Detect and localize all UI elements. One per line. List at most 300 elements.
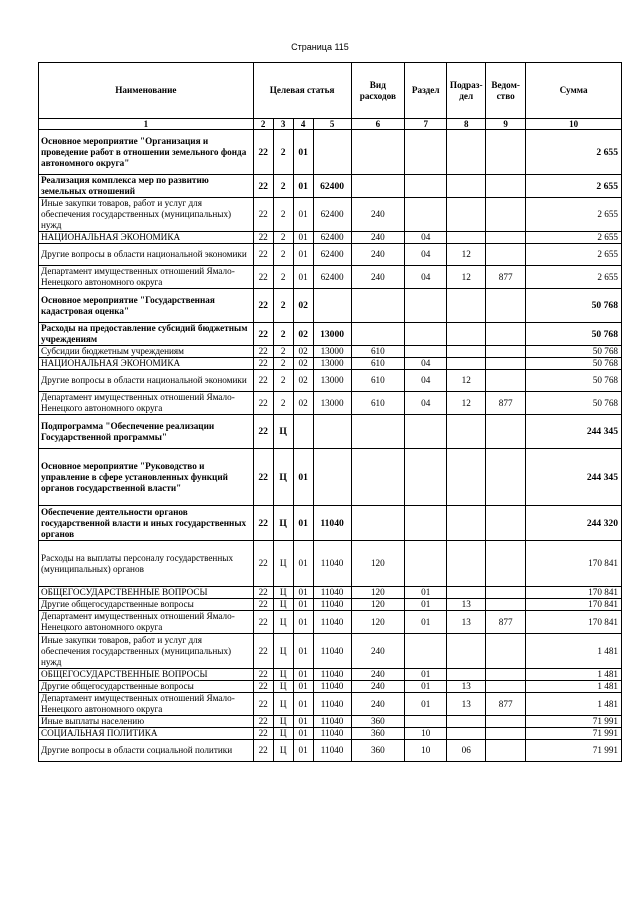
summa-cell: 244 345 [526,415,622,449]
column-number: 7 [405,119,447,130]
code-subprogram: Ц [273,449,293,506]
razdel-cell: 04 [405,392,447,415]
code-direction: 11040 [313,611,351,634]
razdel-cell [405,323,447,346]
row-name: Расходы на выплаты персоналу государственных (муниципальных) органов [39,541,254,587]
code-direction: 11040 [313,669,351,681]
summa-cell: 1 481 [526,669,622,681]
code-direction: 13000 [313,358,351,370]
vedomstvo-cell [486,506,526,541]
razdel-cell: 04 [405,358,447,370]
table-row [39,669,622,681]
table-row [39,634,622,669]
code-direction: 11040 [313,587,351,599]
code-subprogram: Ц [273,506,293,541]
vedomstvo-cell [486,716,526,728]
vid-cell: 240 [351,669,405,681]
vid-cell: 610 [351,346,405,358]
code-program: 22 [253,289,273,323]
vid-cell: 240 [351,634,405,669]
summa-cell: 1 481 [526,681,622,693]
podrazdel-cell [447,415,486,449]
razdel-cell [405,634,447,669]
code-program: 22 [253,392,273,415]
code-program: 22 [253,728,273,740]
code-activity: 01 [293,506,313,541]
code-direction: 62400 [313,175,351,198]
podrazdel-cell: 13 [447,681,486,693]
razdel-cell: 01 [405,669,447,681]
podrazdel-cell [447,587,486,599]
vid-cell: 610 [351,358,405,370]
code-activity: 01 [293,611,313,634]
code-program: 22 [253,587,273,599]
code-program: 22 [253,541,273,587]
code-program: 22 [253,323,273,346]
code-direction: 11040 [313,728,351,740]
vedomstvo-cell [486,346,526,358]
table-row [39,541,622,587]
table-row [39,415,622,449]
code-direction: 11040 [313,681,351,693]
razdel-cell [405,541,447,587]
code-activity: 02 [293,323,313,346]
summa-cell: 71 991 [526,740,622,762]
code-program: 22 [253,506,273,541]
row-name: Основное мероприятие "Организация и проведение работ в отношении земельного фонда автономного округа" [39,130,254,175]
code-activity [293,415,313,449]
table-row [39,130,622,175]
razdel-cell: 01 [405,681,447,693]
summa-cell: 2 655 [526,130,622,175]
vedomstvo-cell [486,130,526,175]
row-name: Иные закупки товаров, работ и услуг для обеспечения государственных (муниципальных) нужд [39,634,254,669]
row-name: Иные выплаты населению [39,716,254,728]
code-subprogram: 2 [273,175,293,198]
code-activity: 02 [293,346,313,358]
row-name: ОБЩЕГОСУДАРСТВЕННЫЕ ВОПРОСЫ [39,669,254,681]
vid-cell: 360 [351,728,405,740]
row-name: Субсидии бюджетным учреждениям [39,346,254,358]
podrazdel-cell [447,669,486,681]
code-activity: 01 [293,232,313,244]
code-program: 22 [253,130,273,175]
table-row [39,175,622,198]
podrazdel-cell [447,358,486,370]
code-program: 22 [253,370,273,392]
razdel-cell: 04 [405,244,447,266]
header-vid: Вид расходов [351,63,405,119]
code-direction: 62400 [313,244,351,266]
vedomstvo-cell [486,232,526,244]
podrazdel-cell [447,346,486,358]
column-number: 1 [39,119,254,130]
vedomstvo-cell: 877 [486,266,526,289]
vid-cell [351,175,405,198]
code-subprogram: Ц [273,693,293,716]
code-subprogram: 2 [273,232,293,244]
table-row [39,587,622,599]
podrazdel-cell [447,232,486,244]
summa-cell: 170 841 [526,611,622,634]
code-activity: 01 [293,266,313,289]
vid-cell [351,506,405,541]
vid-cell: 120 [351,611,405,634]
vid-cell [351,130,405,175]
table-row [39,323,622,346]
vedomstvo-cell [486,323,526,346]
podrazdel-cell [447,130,486,175]
table-row [39,740,622,762]
razdel-cell: 01 [405,611,447,634]
table-row [39,716,622,728]
code-subprogram: Ц [273,740,293,762]
vedomstvo-cell [486,587,526,599]
code-subprogram: Ц [273,611,293,634]
code-subprogram: 2 [273,346,293,358]
code-direction: 62400 [313,198,351,232]
code-program: 22 [253,415,273,449]
vid-cell [351,415,405,449]
vedomstvo-cell [486,175,526,198]
code-direction: 11040 [313,693,351,716]
code-direction: 62400 [313,232,351,244]
code-activity: 01 [293,634,313,669]
podrazdel-cell [447,323,486,346]
podrazdel-cell [447,716,486,728]
razdel-cell: 10 [405,740,447,762]
column-number: 4 [293,119,313,130]
code-program: 22 [253,716,273,728]
razdel-cell [405,175,447,198]
row-name: Иные закупки товаров, работ и услуг для обеспечения государственных (муниципальных) нужд [39,198,254,232]
budget-table [38,62,622,762]
vedomstvo-cell [486,289,526,323]
code-direction: 62400 [313,266,351,289]
table-row [39,599,622,611]
row-name: Департамент имущественных отношений Ямало-Ненецкого автономного округа [39,266,254,289]
razdel-cell: 01 [405,587,447,599]
code-subprogram: Ц [273,669,293,681]
column-number: 6 [351,119,405,130]
header-row [39,63,622,119]
podrazdel-cell [447,449,486,506]
podrazdel-cell: 12 [447,266,486,289]
vedomstvo-cell [486,728,526,740]
vedomstvo-cell [486,449,526,506]
row-name: НАЦИОНАЛЬНАЯ ЭКОНОМИКА [39,232,254,244]
summa-cell: 50 768 [526,346,622,358]
summa-cell: 71 991 [526,716,622,728]
column-number: 8 [447,119,486,130]
code-program: 22 [253,611,273,634]
code-subprogram: 2 [273,266,293,289]
code-activity: 01 [293,728,313,740]
code-subprogram: 2 [273,198,293,232]
razdel-cell: 04 [405,232,447,244]
code-program: 22 [253,358,273,370]
code-subprogram: 2 [273,244,293,266]
code-activity: 01 [293,175,313,198]
table-row [39,232,622,244]
podrazdel-cell: 13 [447,599,486,611]
code-subprogram: Ц [273,541,293,587]
razdel-cell [405,289,447,323]
code-subprogram: 2 [273,130,293,175]
row-name: НАЦИОНАЛЬНАЯ ЭКОНОМИКА [39,358,254,370]
table-row [39,370,622,392]
row-name: Другие общегосударственные вопросы [39,599,254,611]
podrazdel-cell: 13 [447,611,486,634]
summa-cell: 71 991 [526,728,622,740]
row-name: Другие вопросы в области социальной политики [39,740,254,762]
table-row [39,346,622,358]
code-subprogram: 2 [273,370,293,392]
code-program: 22 [253,693,273,716]
vid-cell: 240 [351,693,405,716]
code-program: 22 [253,449,273,506]
header-target: Целевая статья [253,63,351,119]
code-activity: 01 [293,449,313,506]
summa-cell: 50 768 [526,289,622,323]
code-activity: 01 [293,130,313,175]
code-activity: 01 [293,198,313,232]
code-direction: 11040 [313,599,351,611]
row-name: Департамент имущественных отношений Ямало-Ненецкого автономного округа [39,392,254,415]
summa-cell: 1 481 [526,693,622,716]
vid-cell: 120 [351,587,405,599]
table-row [39,244,622,266]
header-vedomstvo: Ведом-ство [486,63,526,119]
row-name: Реализация комплекса мер по развитию земельных отношений [39,175,254,198]
vid-cell: 240 [351,244,405,266]
summa-cell: 50 768 [526,323,622,346]
code-direction [313,449,351,506]
code-program: 22 [253,232,273,244]
code-direction: 11040 [313,506,351,541]
column-number: 5 [313,119,351,130]
table-row [39,358,622,370]
summa-cell: 244 345 [526,449,622,506]
row-name: Департамент имущественных отношений Ямало-Ненецкого автономного округа [39,693,254,716]
row-name: Основное мероприятие "Государственная кадастровая оценка" [39,289,254,323]
summa-cell: 244 320 [526,506,622,541]
code-subprogram: 2 [273,392,293,415]
code-activity: 01 [293,599,313,611]
summa-cell: 50 768 [526,358,622,370]
table-row [39,449,622,506]
row-name: Другие вопросы в области национальной экономики [39,244,254,266]
code-subprogram: Ц [273,634,293,669]
code-program: 22 [253,244,273,266]
razdel-cell [405,716,447,728]
code-activity: 02 [293,289,313,323]
row-name: Другие вопросы в области национальной экономики [39,370,254,392]
header-razdel: Раздел [405,63,447,119]
code-activity: 01 [293,740,313,762]
vedomstvo-cell [486,244,526,266]
summa-cell: 50 768 [526,370,622,392]
vedomstvo-cell: 877 [486,392,526,415]
podrazdel-cell: 12 [447,392,486,415]
column-number: 10 [526,119,622,130]
table-row [39,266,622,289]
row-name: Подпрограмма "Обеспечение реализации Государственной программы" [39,415,254,449]
header-name: Наименование [39,63,254,119]
summa-cell: 2 655 [526,266,622,289]
podrazdel-cell: 12 [447,244,486,266]
table-row [39,611,622,634]
podrazdel-cell [447,289,486,323]
vedomstvo-cell: 877 [486,693,526,716]
row-name: Другие общегосударственные вопросы [39,681,254,693]
vid-cell: 360 [351,716,405,728]
vid-cell: 360 [351,740,405,762]
column-number: 2 [253,119,273,130]
code-subprogram: 2 [273,358,293,370]
summa-cell: 2 655 [526,232,622,244]
code-subprogram: Ц [273,728,293,740]
code-program: 22 [253,681,273,693]
table-row [39,506,622,541]
header-podrazdel: Подраз-дел [447,63,486,119]
summa-cell: 1 481 [526,634,622,669]
razdel-cell [405,130,447,175]
code-direction: 11040 [313,716,351,728]
table-row [39,198,622,232]
code-program: 22 [253,599,273,611]
vid-cell: 240 [351,681,405,693]
podrazdel-cell [447,506,486,541]
razdel-cell: 01 [405,599,447,611]
code-program: 22 [253,175,273,198]
podrazdel-cell: 06 [447,740,486,762]
razdel-cell: 10 [405,728,447,740]
razdel-cell [405,449,447,506]
code-activity: 01 [293,716,313,728]
column-numbers-row [39,119,622,130]
vid-cell: 610 [351,370,405,392]
summa-cell: 170 841 [526,587,622,599]
vedomstvo-cell [486,358,526,370]
code-program: 22 [253,266,273,289]
code-activity: 01 [293,587,313,599]
podrazdel-cell: 13 [447,693,486,716]
vedomstvo-cell [486,198,526,232]
code-subprogram: Ц [273,599,293,611]
razdel-cell [405,198,447,232]
code-program: 22 [253,198,273,232]
podrazdel-cell [447,198,486,232]
row-name: ОБЩЕГОСУДАРСТВЕННЫЕ ВОПРОСЫ [39,587,254,599]
code-activity: 01 [293,541,313,587]
code-subprogram: Ц [273,716,293,728]
vedomstvo-cell: 877 [486,611,526,634]
vid-cell: 240 [351,198,405,232]
code-direction [313,130,351,175]
razdel-cell [405,506,447,541]
vedomstvo-cell [486,634,526,669]
page-label: Страница 115 [291,42,349,52]
vid-cell: 240 [351,232,405,244]
code-activity: 01 [293,669,313,681]
summa-cell: 2 655 [526,175,622,198]
code-program: 22 [253,669,273,681]
vid-cell: 120 [351,599,405,611]
table-row [39,728,622,740]
code-subprogram: 2 [273,323,293,346]
code-direction: 13000 [313,392,351,415]
table-row [39,693,622,716]
razdel-cell: 04 [405,370,447,392]
vid-cell [351,323,405,346]
vid-cell [351,449,405,506]
vedomstvo-cell [486,740,526,762]
podrazdel-cell [447,175,486,198]
code-activity: 01 [293,681,313,693]
vid-cell: 610 [351,392,405,415]
row-name: СОЦИАЛЬНАЯ ПОЛИТИКА [39,728,254,740]
code-direction: 11040 [313,740,351,762]
code-activity: 02 [293,370,313,392]
code-program: 22 [253,740,273,762]
row-name: Обеспечение деятельности органов государственной власти и иных государственных органов [39,506,254,541]
code-direction: 13000 [313,323,351,346]
razdel-cell: 04 [405,266,447,289]
header-summa: Сумма [526,63,622,119]
table-row [39,392,622,415]
code-direction [313,289,351,323]
summa-cell: 2 655 [526,198,622,232]
vedomstvo-cell [486,669,526,681]
code-direction: 11040 [313,541,351,587]
code-activity: 01 [293,244,313,266]
summa-cell: 170 841 [526,541,622,587]
summa-cell: 50 768 [526,392,622,415]
row-name: Расходы на предоставление субсидий бюджетным учреждениям [39,323,254,346]
code-activity: 02 [293,358,313,370]
podrazdel-cell: 12 [447,370,486,392]
table-row [39,681,622,693]
table-row [39,289,622,323]
podrazdel-cell [447,634,486,669]
razdel-cell [405,346,447,358]
summa-cell: 2 655 [526,244,622,266]
code-direction: 13000 [313,346,351,358]
vedomstvo-cell [486,681,526,693]
vedomstvo-cell [486,599,526,611]
podrazdel-cell [447,541,486,587]
code-subprogram: Ц [273,415,293,449]
code-direction: 11040 [313,634,351,669]
column-number: 3 [273,119,293,130]
vid-cell [351,289,405,323]
vedomstvo-cell [486,370,526,392]
podrazdel-cell [447,728,486,740]
code-direction: 13000 [313,370,351,392]
row-name: Основное мероприятие "Руководство и управление в сфере установленных функций органов государственной власти" [39,449,254,506]
vedomstvo-cell [486,541,526,587]
code-program: 22 [253,346,273,358]
code-activity: 01 [293,693,313,716]
vedomstvo-cell [486,415,526,449]
vid-cell: 120 [351,541,405,587]
code-direction [313,415,351,449]
razdel-cell: 01 [405,693,447,716]
vid-cell: 240 [351,266,405,289]
code-subprogram: 2 [273,289,293,323]
column-number: 9 [486,119,526,130]
